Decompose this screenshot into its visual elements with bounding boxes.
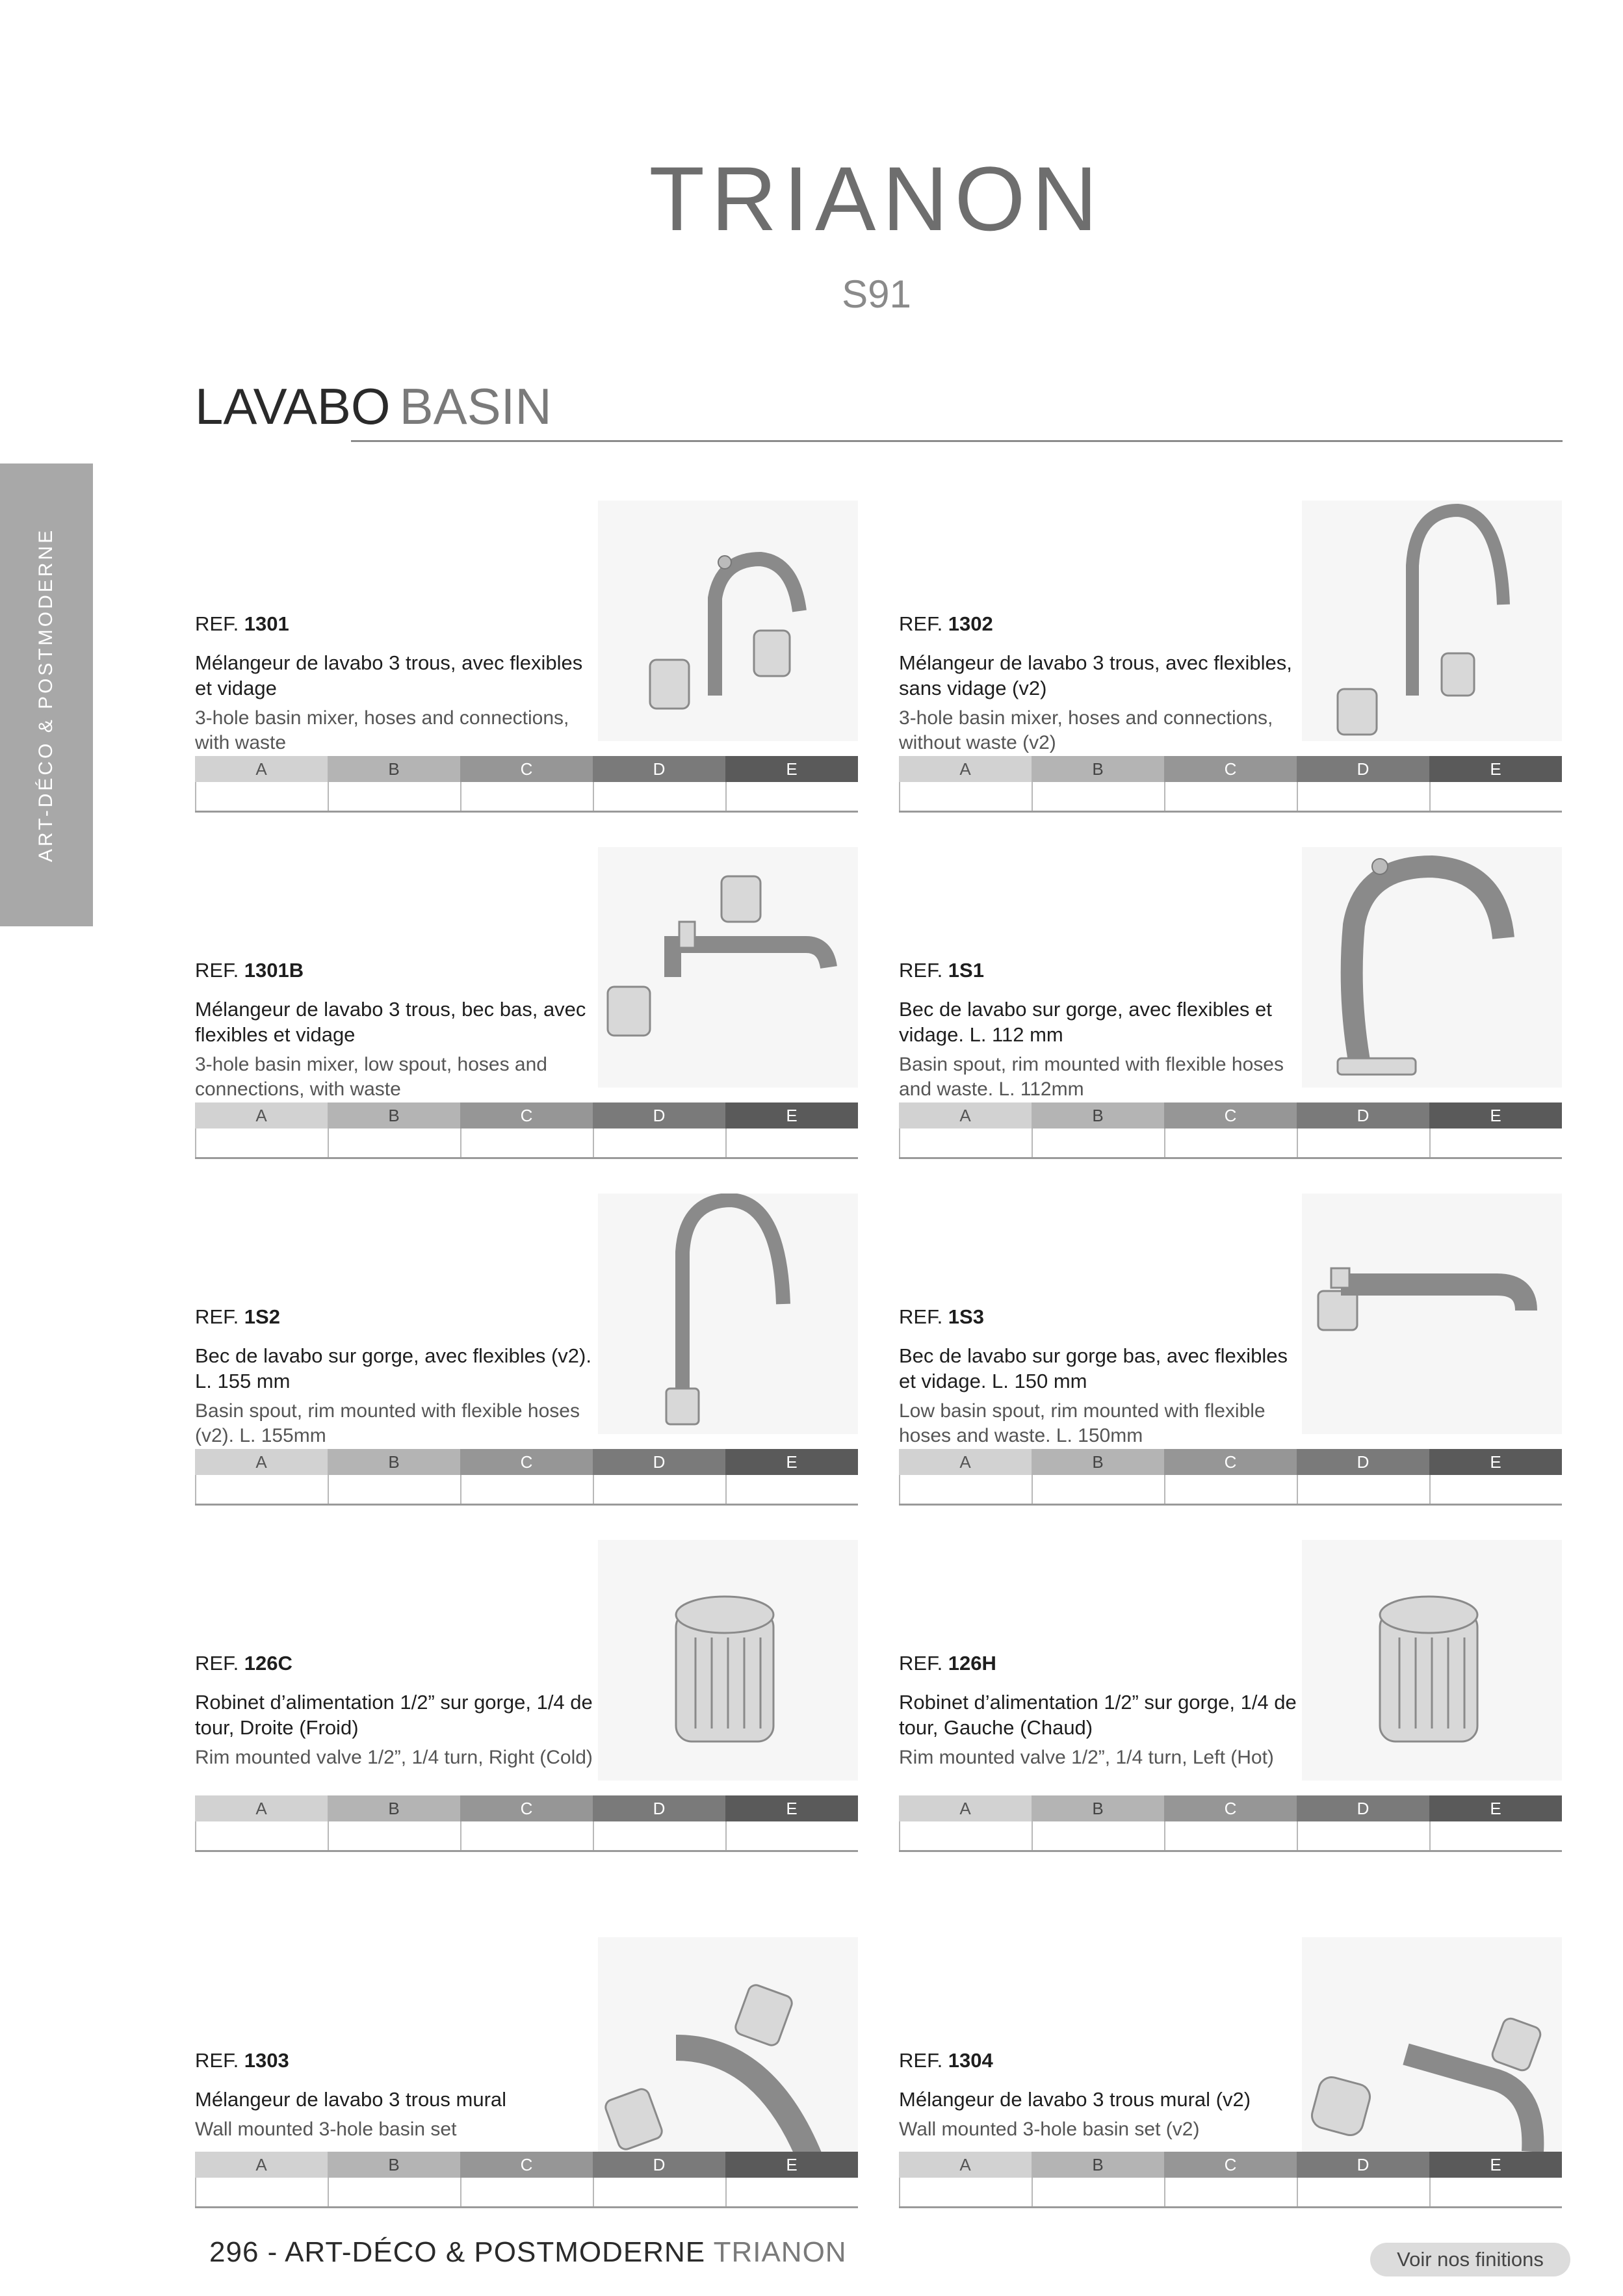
gooseneck-spout-icon xyxy=(598,1194,858,1434)
section-divider xyxy=(351,440,1563,442)
finish-cell-c xyxy=(460,1128,593,1157)
description-fr: Robinet d’alimentation 1/2” sur gorge, 1/4 de tour, Droite (Froid) xyxy=(195,1691,593,1739)
finish-cell-c xyxy=(1164,1475,1297,1504)
finish-table xyxy=(899,2152,1562,2208)
product-card-126C[interactable] xyxy=(195,1540,858,1852)
description-fr: Bec de lavabo sur gorge, avec flexibles et vidage. L. 112 mm xyxy=(899,998,1272,1046)
series-code: S91 xyxy=(842,272,911,316)
finish-header-c: C xyxy=(1164,756,1297,782)
ref-prefix: REF. xyxy=(195,612,244,635)
ref-prefix: REF. xyxy=(899,1652,948,1675)
finish-header-a: A xyxy=(899,756,1032,782)
finish-header-c: C xyxy=(460,1449,593,1475)
finish-cell-d xyxy=(593,782,725,811)
product-ref xyxy=(899,2049,1302,2072)
finish-cell-d xyxy=(593,1475,725,1504)
ref-number: 1303 xyxy=(244,2049,289,2072)
finish-header-c: C xyxy=(460,756,593,782)
finish-table xyxy=(899,756,1562,813)
finish-cell-a xyxy=(899,1475,1032,1504)
finish-header-d: D xyxy=(1297,1449,1429,1475)
product-ref xyxy=(899,612,1302,636)
finish-cell-a xyxy=(899,1821,1032,1850)
ref-number: 1S2 xyxy=(244,1305,280,1328)
finish-cell-c xyxy=(1164,1821,1297,1850)
finish-header-d: D xyxy=(1297,2152,1429,2178)
description-en: 3-hole basin mixer, low spout, hoses and connections, with waste xyxy=(195,1054,547,1100)
finish-header-b: B xyxy=(328,1449,460,1475)
finish-header-c: C xyxy=(1164,1449,1297,1475)
view-finishes-button[interactable]: Voir nos finitions xyxy=(1370,2243,1570,2276)
ref-number: 1301 xyxy=(244,612,289,635)
finish-header-e: E xyxy=(725,2152,858,2178)
product-ref xyxy=(899,1652,1302,1675)
finish-header-d: D xyxy=(593,1795,725,1821)
description-en: 3-hole basin mixer, hoses and connections, without waste (v2) xyxy=(899,707,1273,753)
finish-header-c: C xyxy=(1164,1795,1297,1821)
finish-header-d: D xyxy=(1297,756,1429,782)
product-image xyxy=(598,1937,858,2178)
finish-cell-b xyxy=(328,1475,460,1504)
description-fr: Mélangeur de lavabo 3 trous, avec flexibles et vidage xyxy=(195,651,583,699)
finish-cell-e xyxy=(725,1821,858,1850)
finish-header-e: E xyxy=(725,1449,858,1475)
page-footer xyxy=(209,2236,847,2269)
finish-header-a: A xyxy=(899,1102,1032,1128)
finish-cell-e xyxy=(725,1475,858,1504)
footer-series: TRIANON xyxy=(713,2236,847,2268)
product-ref xyxy=(899,1305,1302,1329)
finish-cell-c xyxy=(1164,2178,1297,2206)
finish-header-c: C xyxy=(1164,2152,1297,2178)
three-hole-gooseneck-mixer-icon xyxy=(1302,501,1562,741)
ref-number: 1302 xyxy=(948,612,993,635)
ref-number: 1S1 xyxy=(948,959,984,982)
finish-cell-c xyxy=(460,1475,593,1504)
finish-header-e: E xyxy=(1429,1449,1562,1475)
finish-cell-e xyxy=(1429,1128,1562,1157)
ref-prefix: REF. xyxy=(195,2049,244,2072)
finish-table xyxy=(195,1795,858,1852)
finish-header-e: E xyxy=(1429,756,1562,782)
ref-prefix: REF. xyxy=(899,2049,948,2072)
finish-header-b: B xyxy=(1032,1449,1164,1475)
ref-number: 1301B xyxy=(244,959,304,982)
sidebar-label: ART-DÉCO & POSTMODERNE xyxy=(35,527,57,863)
section-title-en: BASIN xyxy=(399,378,552,435)
finish-cell-b xyxy=(1032,782,1164,811)
finish-cell-d xyxy=(1297,2178,1429,2206)
finish-cell-b xyxy=(1032,1475,1164,1504)
ref-prefix: REF. xyxy=(899,1305,948,1328)
finish-header-b: B xyxy=(1032,1102,1164,1128)
product-card-1S2[interactable] xyxy=(195,1194,858,1506)
ref-number: 126H xyxy=(948,1652,996,1675)
finish-header-a: A xyxy=(195,1449,328,1475)
finish-cell-a xyxy=(195,1475,328,1504)
finish-cell-a xyxy=(195,2178,328,2206)
product-ref xyxy=(899,959,1302,982)
wall-mounted-set-v2-icon xyxy=(1302,1937,1562,2178)
finish-cell-e xyxy=(1429,2178,1562,2206)
finish-header-a: A xyxy=(195,756,328,782)
finish-cell-b xyxy=(328,782,460,811)
finish-cell-a xyxy=(899,1128,1032,1157)
description-en: Wall mounted 3-hole basin set xyxy=(195,2119,457,2140)
finish-header-c: C xyxy=(460,1102,593,1128)
finish-header-e: E xyxy=(725,1102,858,1128)
product-card-1303[interactable] xyxy=(195,1937,858,2249)
finish-header-b: B xyxy=(328,756,460,782)
finish-header-e: E xyxy=(725,756,858,782)
section-title-fr: LAVABO xyxy=(195,378,391,435)
low-spout-icon xyxy=(1302,1194,1562,1434)
finish-header-d: D xyxy=(593,1102,725,1128)
ref-number: 1S3 xyxy=(948,1305,984,1328)
finish-cell-c xyxy=(460,782,593,811)
finish-cell-d xyxy=(1297,782,1429,811)
ref-number: 126C xyxy=(244,1652,292,1675)
finish-header-d: D xyxy=(1297,1102,1429,1128)
finish-header-d: D xyxy=(1297,1795,1429,1821)
description-en: Rim mounted valve 1/2”, 1/4 turn, Right (Cold) xyxy=(195,1747,593,1768)
finish-header-d: D xyxy=(593,756,725,782)
finish-header-a: A xyxy=(195,1795,328,1821)
three-hole-mixer-icon xyxy=(598,501,858,741)
footer-page-label: 296 - ART-DÉCO & POSTMODERNE xyxy=(209,2236,706,2268)
product-image xyxy=(1302,1194,1562,1434)
finish-cell-d xyxy=(593,1128,725,1157)
product-card-1302[interactable] xyxy=(899,501,1562,813)
finish-header-b: B xyxy=(328,1102,460,1128)
finish-cell-a xyxy=(899,782,1032,811)
finish-cell-d xyxy=(1297,1475,1429,1504)
finish-table xyxy=(195,2152,858,2208)
finish-cell-a xyxy=(899,2178,1032,2206)
finish-header-e: E xyxy=(1429,1102,1562,1128)
product-image xyxy=(1302,1540,1562,1781)
product-image xyxy=(598,847,858,1088)
finish-cell-d xyxy=(1297,1821,1429,1850)
finish-header-a: A xyxy=(195,2152,328,2178)
finish-table xyxy=(899,1449,1562,1506)
product-ref xyxy=(195,1305,598,1329)
product-image xyxy=(1302,847,1562,1088)
ref-prefix: REF. xyxy=(195,1305,244,1328)
product-image xyxy=(1302,1937,1562,2178)
finish-cell-c xyxy=(1164,782,1297,811)
finish-header-d: D xyxy=(593,1449,725,1475)
finish-cell-b xyxy=(1032,1821,1164,1850)
description-fr: Mélangeur de lavabo 3 trous, avec flexibles, sans vidage (v2) xyxy=(899,651,1292,699)
finish-cell-e xyxy=(725,1128,858,1157)
product-card-1301B[interactable] xyxy=(195,847,858,1159)
finish-table xyxy=(195,1102,858,1159)
ref-prefix: REF. xyxy=(195,959,244,982)
product-image xyxy=(598,501,858,741)
finish-cell-d xyxy=(1297,1128,1429,1157)
ref-prefix: REF. xyxy=(899,959,948,982)
finish-table xyxy=(899,1102,1562,1159)
finish-cell-a xyxy=(195,1128,328,1157)
finish-header-a: A xyxy=(899,2152,1032,2178)
description-en: Wall mounted 3-hole basin set (v2) xyxy=(899,2119,1200,2140)
product-image xyxy=(1302,501,1562,741)
finish-table xyxy=(899,1795,1562,1852)
finish-header-b: B xyxy=(328,2152,460,2178)
finish-header-c: C xyxy=(1164,1102,1297,1128)
product-ref xyxy=(195,2049,598,2072)
description-en: Basin spout, rim mounted with flexible hoses (v2). L. 155mm xyxy=(195,1400,580,1446)
description-fr: Mélangeur de lavabo 3 trous, bec bas, avec flexibles et vidage xyxy=(195,998,586,1046)
product-card-1S1[interactable] xyxy=(899,847,1562,1159)
description-en: Basin spout, rim mounted with flexible hoses and waste. L. 112mm xyxy=(899,1054,1284,1100)
finish-cell-a xyxy=(195,1821,328,1850)
finish-cell-e xyxy=(725,782,858,811)
finish-cell-b xyxy=(328,1821,460,1850)
finish-header-b: B xyxy=(1032,756,1164,782)
finish-header-b: B xyxy=(328,1795,460,1821)
finish-cell-e xyxy=(1429,1475,1562,1504)
ref-prefix: REF. xyxy=(195,1652,244,1675)
product-ref xyxy=(195,1652,598,1675)
finish-header-e: E xyxy=(1429,1795,1562,1821)
product-card-126H[interactable] xyxy=(899,1540,1562,1852)
finish-cell-c xyxy=(460,1821,593,1850)
wall-mounted-set-icon xyxy=(598,1937,858,2178)
finish-header-e: E xyxy=(1429,2152,1562,2178)
basin-spout-icon xyxy=(1302,847,1562,1088)
description-fr: Bec de lavabo sur gorge bas, avec flexibles et vidage. L. 150 mm xyxy=(899,1344,1288,1392)
description-fr: Robinet d’alimentation 1/2” sur gorge, 1/4 de tour, Gauche (Chaud) xyxy=(899,1691,1297,1739)
finish-header-d: D xyxy=(593,2152,725,2178)
finish-table xyxy=(195,1449,858,1506)
description-en: Rim mounted valve 1/2”, 1/4 turn, Left (Hot) xyxy=(899,1747,1274,1768)
section-heading xyxy=(195,377,552,436)
description-fr: Bec de lavabo sur gorge, avec flexibles (v2). L. 155 mm xyxy=(195,1344,591,1392)
product-card-1S3[interactable] xyxy=(899,1194,1562,1506)
ref-number: 1304 xyxy=(948,2049,993,2072)
finish-header-a: A xyxy=(899,1449,1032,1475)
product-image xyxy=(598,1194,858,1434)
product-ref xyxy=(195,959,598,982)
description-fr: Mélangeur de lavabo 3 trous mural xyxy=(195,2088,507,2111)
finish-cell-b xyxy=(328,2178,460,2206)
page-title: TRIANON xyxy=(649,148,1104,250)
product-card-1301[interactable] xyxy=(195,501,858,813)
finish-cell-b xyxy=(328,1128,460,1157)
product-card-1304[interactable] xyxy=(899,1937,1562,2249)
product-ref xyxy=(195,612,598,636)
finish-header-a: A xyxy=(899,1795,1032,1821)
rim-valve-icon xyxy=(598,1540,858,1781)
finish-header-c: C xyxy=(460,2152,593,2178)
finish-header-b: B xyxy=(1032,2152,1164,2178)
finish-cell-c xyxy=(1164,1128,1297,1157)
finish-cell-e xyxy=(725,2178,858,2206)
finish-header-b: B xyxy=(1032,1795,1164,1821)
finish-cell-c xyxy=(460,2178,593,2206)
rim-valve-icon xyxy=(1302,1540,1562,1781)
finish-cell-e xyxy=(1429,782,1562,811)
description-en: 3-hole basin mixer, hoses and connections, with waste xyxy=(195,707,569,753)
finish-cell-b xyxy=(1032,1128,1164,1157)
finish-header-a: A xyxy=(195,1102,328,1128)
three-hole-low-spout-mixer-icon xyxy=(598,847,858,1088)
finish-table xyxy=(195,756,858,813)
finish-cell-b xyxy=(1032,2178,1164,2206)
ref-prefix: REF. xyxy=(899,612,948,635)
description-fr: Mélangeur de lavabo 3 trous mural (v2) xyxy=(899,2088,1251,2111)
finish-header-e: E xyxy=(725,1795,858,1821)
finish-cell-d xyxy=(593,1821,725,1850)
finish-cell-e xyxy=(1429,1821,1562,1850)
product-image xyxy=(598,1540,858,1781)
finish-cell-d xyxy=(593,2178,725,2206)
description-en: Low basin spout, rim mounted with flexible hoses and waste. L. 150mm xyxy=(899,1400,1266,1446)
finish-cell-a xyxy=(195,782,328,811)
finish-header-c: C xyxy=(460,1795,593,1821)
